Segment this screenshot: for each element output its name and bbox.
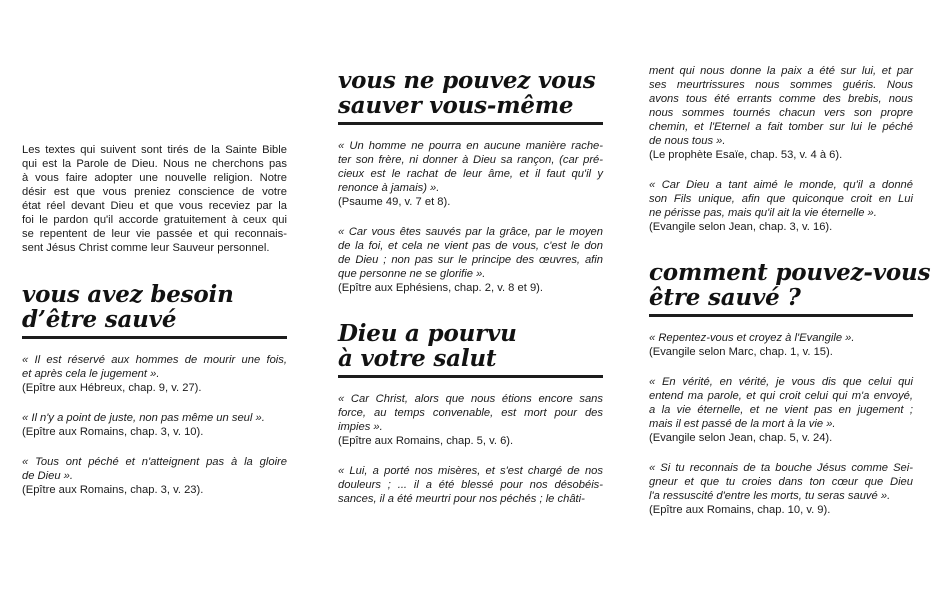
intro-paragraph	[22, 143, 287, 255]
reference-line: (Psaume 49, v. 7 et 8).	[338, 196, 451, 208]
quote-line: ment qui nous donne la paix a été sur lui, et par	[649, 65, 913, 77]
column-middle	[338, 0, 603, 522]
scripture-quote	[22, 353, 287, 395]
quote-line: « Si tu reconnais de ta bouche Jésus comme Sei-	[649, 462, 913, 474]
scripture-quote	[338, 392, 603, 448]
column-left	[22, 0, 287, 513]
quote-line: de Dieu ; non pas sur le principe des œuvres, afin	[338, 254, 603, 266]
reference-line: (Evangile selon Jean, chap. 5, v. 24).	[649, 432, 833, 444]
quote-line: renonce à jamais) ».	[338, 182, 440, 194]
heading-line: être sauvé ?	[649, 284, 801, 311]
quote-line: que personne ne se glorifie ».	[338, 268, 486, 280]
section-heading	[649, 259, 931, 317]
quote-line: gneur et que tu croies dans ton cœur que Dieu	[649, 476, 913, 488]
quote-line: douleurs ; ... il a été blessé pour nos désobéis-	[338, 479, 603, 491]
quote-line: « Car Dieu a tant aimé le monde, qu'il a donné	[649, 179, 913, 191]
text-line: qui est la Parole de Dieu. Nous ne cherchons pas	[22, 158, 287, 170]
text-line: à vous faire adopter une nouvelle religion. Notre	[22, 172, 287, 184]
quote-line: de nous tous ».	[649, 135, 726, 147]
quote-line: nous sommes tournés chacun vers son propre	[649, 107, 913, 119]
reference-line: (Epître aux Romains, chap. 3, v. 23).	[22, 484, 204, 496]
quote-line: sances, il a été meurtri pour nos péchés ; le châti-	[338, 493, 585, 505]
quote-line: avons tous été errants comme des brebis, nous	[649, 93, 913, 105]
quote-line: « Il n'y a point de juste, non pas même un seul ».	[22, 412, 265, 424]
quote-line: ne périsse pas, mais qu'il ait la vie éternelle ».	[649, 207, 877, 219]
text-line: se repentent de leur vie passée et qui reconnais-	[22, 228, 287, 240]
text-line: foi le pardon qu'il accorde gratuitement à ceux qui	[22, 214, 287, 226]
scripture-quote	[649, 375, 913, 445]
heading-line: d’être sauvé	[22, 306, 177, 333]
column-right	[649, 0, 931, 533]
reference-line: (Epître aux Hébreux, chap. 9, v. 27).	[22, 382, 202, 394]
quote-line: chemin, et l'Eternel a fait tomber sur lui le péché	[649, 121, 913, 133]
heading-rule	[649, 314, 913, 317]
section-heading	[22, 282, 287, 339]
quote-line: mais il est passé de la mort à la vie ».	[649, 418, 836, 430]
quote-line: son Fils unique, afin que quiconque croit en Lui	[649, 193, 913, 205]
text-line: désir est que vous preniez conscience de votre	[22, 186, 287, 198]
quote-line: et après cela le jugement ».	[22, 368, 160, 380]
heading-rule	[338, 375, 603, 378]
quote-line: « En vérité, en vérité, je vous dis que celui qui	[649, 376, 913, 388]
quote-line: de la foi, et cela ne vient pas de vous, c'est le don	[338, 240, 603, 252]
scripture-quote	[338, 225, 603, 295]
reference-line: (Epître aux Ephésiens, chap. 2, v. 8 et 9).	[338, 282, 544, 294]
section-heading	[338, 321, 603, 378]
quote-line: de Dieu ».	[22, 470, 73, 482]
quote-line: « Tous ont péché et n'atteignent pas à la gloire	[22, 456, 287, 468]
heading-line: Dieu a pourvu	[338, 320, 517, 347]
quote-line: entend ma parole, et qui croit celui qui m'a envoyé,	[649, 390, 913, 402]
scripture-quote	[649, 461, 913, 517]
quote-line: cieux est le rachat de leur âme, et il faut qu'il y	[338, 168, 603, 180]
reference-line: (Epître aux Romains, chap. 10, v. 9).	[649, 504, 831, 516]
text-line: Les textes qui suivent sont tirés de la Sainte Bible	[22, 144, 287, 156]
section-heading	[338, 68, 603, 125]
reference-line: (Epître aux Romains, chap. 3, v. 10).	[22, 426, 204, 438]
scripture-quote	[649, 64, 913, 162]
text-line: état réel devant Dieu et que vous receviez par la	[22, 200, 287, 212]
scripture-quote	[22, 411, 287, 439]
quote-line: force, au temps convenable, est mort pour des	[338, 407, 603, 419]
heading-line: vous avez besoin	[22, 281, 234, 308]
heading-line: vous ne pouvez vous	[338, 67, 596, 94]
quote-line: ter son frère, ni donner à Dieu sa rançon, (car pré-	[338, 154, 603, 166]
scripture-quote	[649, 331, 913, 359]
heading-line: sauver vous-même	[338, 92, 574, 119]
scripture-quote	[338, 139, 603, 209]
heading-rule	[22, 336, 287, 339]
heading-line: comment pouvez-vous	[649, 259, 931, 286]
scripture-quote	[338, 464, 603, 506]
reference-line: (Epître aux Romains, chap. 5, v. 6).	[338, 435, 514, 447]
heading-line: à votre salut	[338, 345, 497, 372]
text-line: sent Jésus Christ comme leur Sauveur personnel.	[22, 242, 270, 254]
quote-line: « Il est réservé aux hommes de mourir une fois,	[22, 354, 287, 366]
reference-line: (Evangile selon Marc, chap. 1, v. 15).	[649, 346, 833, 358]
quote-line: « Un homme ne pourra en aucune manière rache-	[338, 140, 603, 152]
quote-line: « Lui, a porté nos misères, et s'est chargé de nos	[338, 465, 603, 477]
quote-line: ses meurtrissures nous sommes guéris. Nous	[649, 79, 913, 91]
quote-line: l'a ressuscité d'entre les morts, tu seras sauvé ».	[649, 490, 891, 502]
quote-line: a la vie éternelle, et ne vient pas en jugement ;	[649, 404, 913, 416]
heading-rule	[338, 122, 603, 125]
quote-line: « Car vous êtes sauvés par la grâce, par le moyen	[338, 226, 603, 238]
scripture-quote	[22, 455, 287, 497]
scripture-quote	[649, 178, 913, 234]
reference-line: (Le prophète Esaïe, chap. 53, v. 4 à 6).	[649, 149, 843, 161]
reference-line: (Evangile selon Jean, chap. 3, v. 16).	[649, 221, 833, 233]
quote-line: « Repentez-vous et croyez à l'Evangile ».	[649, 332, 855, 344]
quote-line: « Car Christ, alors que nous étions encore sans	[338, 393, 603, 405]
quote-line: impies ».	[338, 421, 383, 433]
